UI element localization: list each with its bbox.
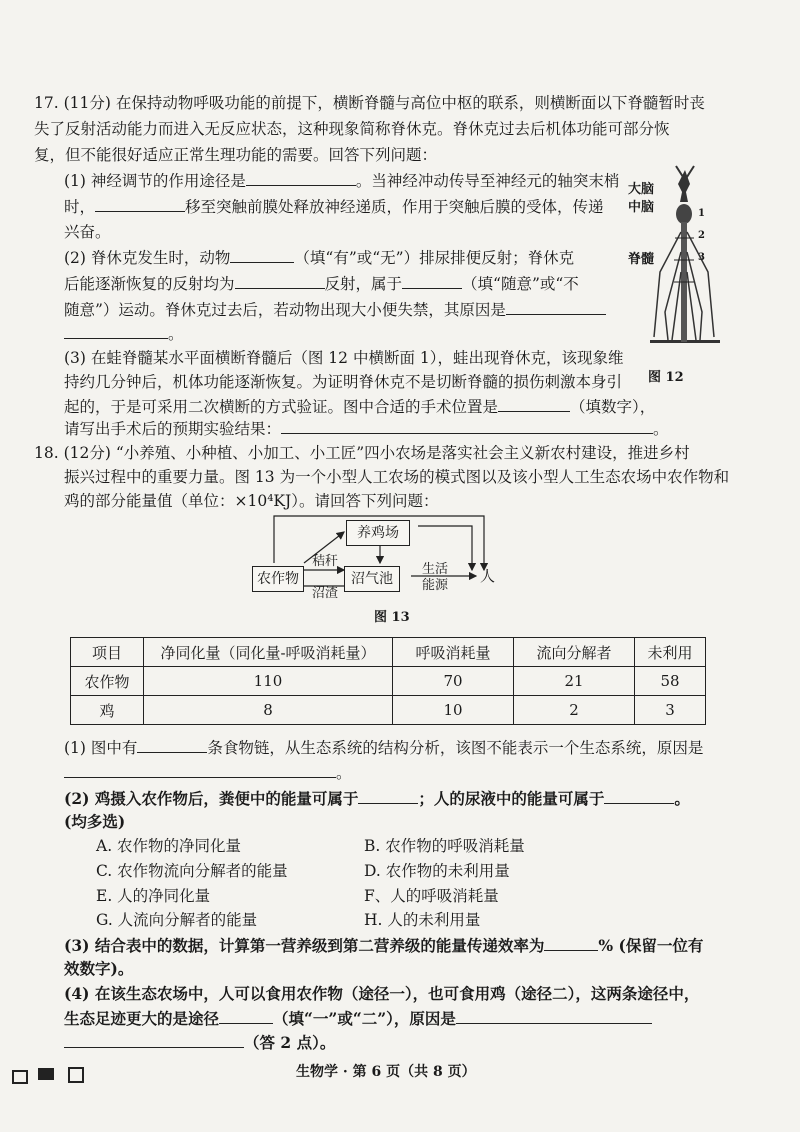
answer-blank[interactable] — [281, 418, 653, 434]
straw-label: 秸秆 — [312, 554, 339, 569]
table-header: 呼吸消耗量 — [393, 638, 514, 667]
q17-part1-line2: 时， 移至突触前膜处释放神经递质，作用于突触后膜的受体，传递 — [64, 198, 604, 216]
q18-part4-line3: （答 2 点）。 — [64, 1032, 335, 1053]
q18-part4-line1: (4) 在该生态农场中，人可以食用农作物（途径一），也可食用鸡（途径二），这两条途径中， — [64, 984, 700, 1003]
q18-part1-line2: 。 — [64, 762, 352, 783]
q17-part2-line1: (2) 脊休克发生时，动物 （填“有”或“无”）排尿排便反射；脊休克 — [64, 249, 575, 267]
q18-part2-note: (均多选) — [64, 812, 126, 831]
q17-part3-line1: (3) 在蛙脊髓某水平面横断脊髓后（图 12 中横断面 1），蛙出现脊休克，该现象维 — [64, 349, 624, 367]
biogas-digester-node: 沼气池 — [344, 566, 400, 592]
answer-blank[interactable] — [64, 323, 168, 339]
answer-blank[interactable] — [64, 1032, 244, 1048]
q17-line-1: 17. (11分) 在保持动物呼吸功能的前提下，横断脊髓与高位中枢的联系，则横断面以下脊髓暂时丧 — [34, 94, 705, 112]
q17-line-3: 复，但不能很好适应正常生理功能的需要。回答下列问题： — [34, 146, 438, 164]
q18-line-2: 振兴过程中的重要力量。图 13 为一个小型人工农场的模式图以及该小型人工生态农场中农作物和 — [64, 468, 730, 486]
answer-blank[interactable] — [246, 170, 356, 186]
q17-part2-line4: 。 — [64, 323, 184, 344]
table-cell: 农作物 — [71, 667, 144, 696]
option-d: D. 农作物的未利用量 — [364, 862, 510, 880]
domestic-energy-label-top: 生活 — [422, 562, 449, 577]
crops-node: 农作物 — [252, 566, 304, 592]
section-number-1: 1 — [698, 208, 705, 219]
q17-line-2: 失了反射活动能力而进入无反应状态，这种现象简称脊休克。脊休克过去后机体功能可部分恢 — [34, 120, 670, 138]
option-b: B. 农作物的呼吸消耗量 — [364, 837, 525, 855]
corner-mark-solid — [38, 1068, 54, 1080]
section-number-3: 3 — [698, 252, 705, 263]
table-cell: 110 — [144, 667, 393, 696]
answer-blank[interactable] — [544, 935, 598, 951]
answer-blank[interactable] — [64, 762, 336, 778]
q18-part3-line2: 效数字)。 — [64, 959, 134, 978]
table-cell: 2 — [514, 696, 635, 725]
q17-part1-line3: 兴奋。 — [64, 223, 111, 241]
q17-part3-line3: 起的，于是可采用二次横断的方式验证。图中合适的手术位置是 （填数字）， — [64, 398, 656, 416]
section-number-2: 2 — [698, 230, 705, 241]
q17-part3-line2: 持约几分钟后，机体功能逐渐恢复。为证明脊休克不是切断脊髓的损伤刺激本身引 — [64, 373, 623, 391]
answer-blank[interactable] — [358, 788, 418, 804]
q17-part3-line4: 请写出手术后的预期实验结果： 。 — [64, 420, 669, 438]
table-cell: 21 — [514, 667, 635, 696]
q18-part2-line1: (2) 鸡摄入农作物后，粪便中的能量可属于 ；人的尿液中的能量可属于 。 — [64, 789, 690, 808]
corner-mark-outline — [12, 1070, 28, 1084]
table-row — [71, 667, 706, 696]
table-header: 净同化量（同化量-呼吸消耗量） — [144, 638, 393, 667]
table-header: 流向分解者 — [514, 638, 635, 667]
domestic-energy-label-bottom: 能源 — [422, 578, 449, 593]
table-header: 未利用 — [635, 638, 706, 667]
option-f: F、人的呼吸消耗量 — [364, 887, 499, 905]
figure-13-caption: 图 13 — [374, 610, 410, 625]
q17-part1-line1: (1) 神经调节的作用途径是 。当神经冲动传导至神经元的轴突末梢 — [64, 172, 620, 190]
answer-blank[interactable] — [95, 196, 185, 212]
corner-mark-outline — [68, 1067, 84, 1083]
table-cell: 10 — [393, 696, 514, 725]
energy-table — [70, 637, 706, 725]
option-g: G. 人流向分解者的能量 — [96, 911, 258, 929]
answer-blank[interactable] — [235, 273, 325, 289]
residue-label: 沼渣 — [312, 586, 339, 601]
chicken-farm-node: 养鸡场 — [346, 520, 410, 546]
q18-line-3: 鸡的部分能量值（单位：×10⁴KJ）。请回答下列问题： — [64, 492, 439, 510]
label-midbrain: 中脑 — [628, 200, 655, 215]
label-brain: 大脑 — [628, 182, 655, 197]
option-c: C. 农作物流向分解者的能量 — [96, 862, 288, 880]
table-row — [71, 696, 706, 725]
option-a: A. 农作物的净同化量 — [96, 837, 242, 855]
answer-blank[interactable] — [402, 273, 462, 289]
answer-blank[interactable] — [219, 1008, 273, 1024]
answer-blank[interactable] — [456, 1008, 652, 1024]
answer-blank[interactable] — [498, 396, 570, 412]
q18-line-1: 18. (12分) “小养殖、小种植、小加工、小工匠”四小农场是落实社会主义新农村建设，推进乡村 — [34, 444, 690, 462]
label-spinal-cord: 脊髓 — [628, 252, 655, 267]
q17-part2-line2: 后能逐渐恢复的反射均为 反射，属于 （填“随意”或“不 — [64, 275, 579, 293]
q17-part2-line3: 随意”）运动。脊休克过去后，若动物出现大小便失禁，其原因是 — [64, 299, 606, 320]
q18-part1-line1: (1) 图中有 条食物链，从生态系统的结构分析，该图不能表示一个生态系统，原因是 — [64, 739, 704, 757]
table-header-row — [71, 638, 706, 667]
table-cell: 70 — [393, 667, 514, 696]
table-header: 项目 — [71, 638, 144, 667]
option-h: H. 人的未利用量 — [364, 911, 481, 929]
human-node: 人 — [480, 567, 496, 585]
answer-blank[interactable] — [137, 737, 207, 753]
answer-blank[interactable] — [506, 299, 606, 315]
answer-blank[interactable] — [230, 247, 294, 263]
table-cell: 3 — [635, 696, 706, 725]
option-e: E. 人的净同化量 — [96, 887, 211, 905]
answer-blank[interactable] — [604, 788, 674, 804]
q18-part4-line2: 生态足迹更大的是途径 （填“一”或“二”），原因是 — [64, 1008, 652, 1029]
figure-12 — [630, 162, 740, 362]
table-cell: 8 — [144, 696, 393, 725]
figure-12-caption: 图 12 — [648, 370, 684, 385]
table-cell: 58 — [635, 667, 706, 696]
q18-part3-line1: (3) 结合表中的数据，计算第一营养级到第二营养级的能量传递效率为 % (保留一位有 — [64, 936, 704, 955]
table-cell: 鸡 — [71, 696, 144, 725]
page-footer: 生物学 · 第 6 页（共 8 页） — [296, 1064, 476, 1080]
